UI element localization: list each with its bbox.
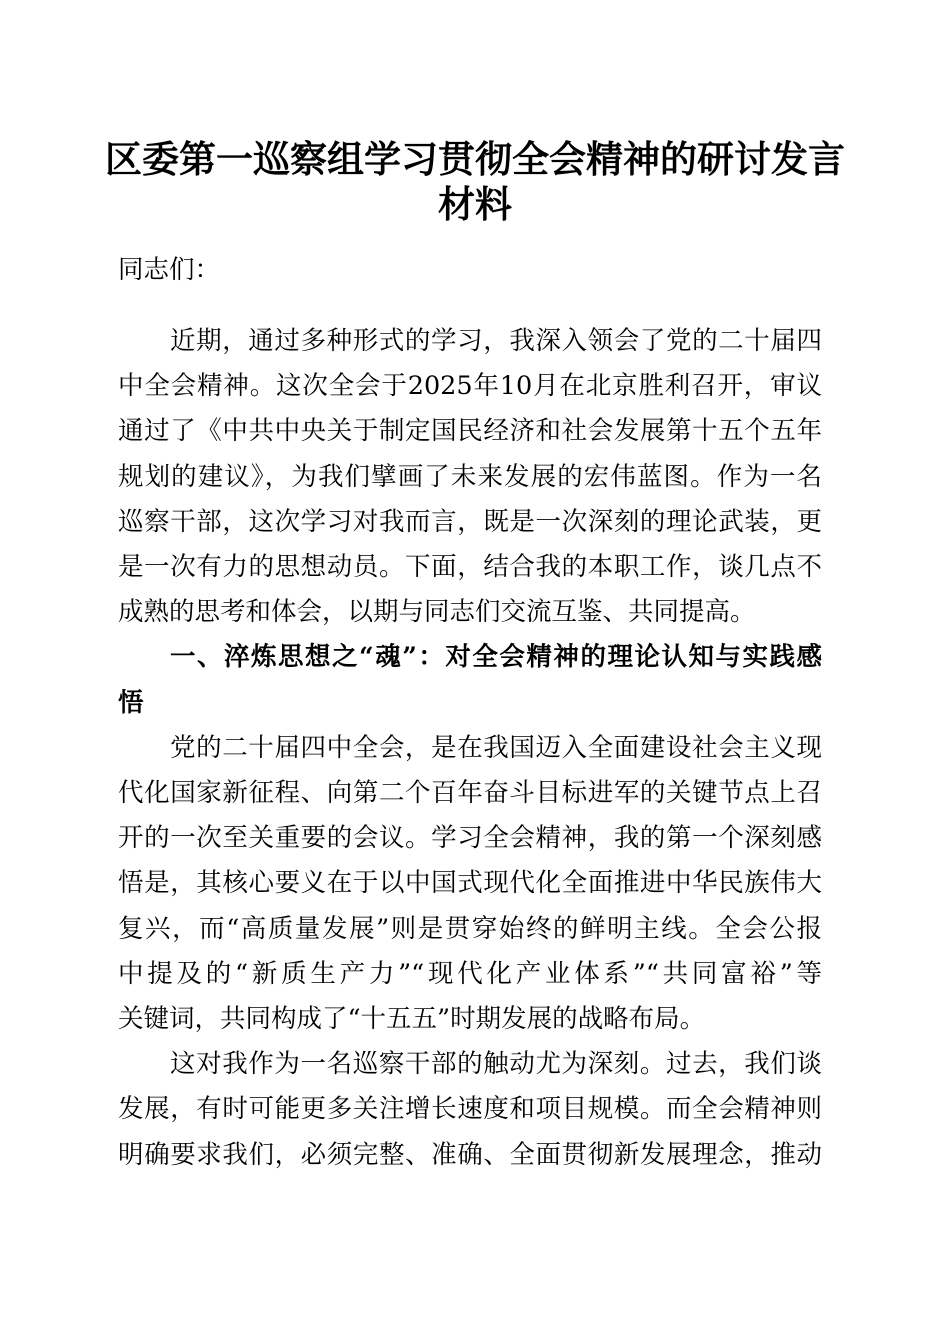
paragraph-line: 通过了《中共中央关于制定国民经济和社会发展第十五个五年 <box>118 416 822 447</box>
paragraph-line: 中全会精神。这次全会于2025年10月在北京胜利召开，审议 <box>118 371 822 402</box>
salutation: 同志们： <box>118 255 221 285</box>
paragraph-line: 规划的建议》，为我们擘画了未来发展的宏伟蓝图。作为一名 <box>118 461 822 492</box>
paragraph-line: 代化国家新征程、向第二个百年奋斗目标进军的关键节点上召 <box>118 778 822 808</box>
paragraph-line: 党的二十届四中全会，是在我国迈入全面建设社会主义现 <box>170 732 822 763</box>
paragraph-line: 发展，有时可能更多关注增长速度和项目规模。而全会精神则 <box>118 1094 822 1125</box>
paragraph-line: 是一次有力的思想动员。下面，结合我的本职工作，谈几点不 <box>118 552 822 582</box>
paragraph-line: 巡察干部，这次学习对我而言，既是一次深刻的理论武装，更 <box>118 506 822 537</box>
paragraph-line: 近期，通过多种形式的学习，我深入领会了党的二十届四 <box>170 326 822 356</box>
paragraph-line: 开的一次至关重要的会议。学习全会精神，我的第一个深刻感 <box>118 823 822 854</box>
paragraph-line: 成熟的思考和体会，以期与同志们交流互鉴、共同提高。 <box>118 597 756 628</box>
document-title-line-1: 区委第一巡察组学习贯彻全会精神的研讨发言 <box>105 137 845 181</box>
paragraph-line: 关键词，共同构成了“十五五”时期发展的战略布局。 <box>118 1004 706 1034</box>
section-heading-line: 悟 <box>118 687 144 718</box>
paragraph-line: 中提及的“新质生产力”“现代化产业体系”“共同富裕”等 <box>118 958 822 989</box>
paragraph-line: 这对我作为一名巡察干部的触动尤为深刻。过去，我们谈 <box>170 1049 822 1080</box>
paragraph-line: 悟是，其核心要义在于以中国式现代化全面推进中华民族伟大 <box>118 868 822 899</box>
section-heading-line: 一、淬炼思想之“魂”：对全会精神的理论认知与实践感 <box>170 642 822 673</box>
paragraph-line: 明确要求我们，必须完整、准确、全面贯彻新发展理念，推动 <box>118 1139 822 1170</box>
document-title-line-2: 材料 <box>438 182 512 226</box>
paragraph-line: 复兴，而“高质量发展”则是贯穿始终的鲜明主线。全会公报 <box>118 913 822 944</box>
